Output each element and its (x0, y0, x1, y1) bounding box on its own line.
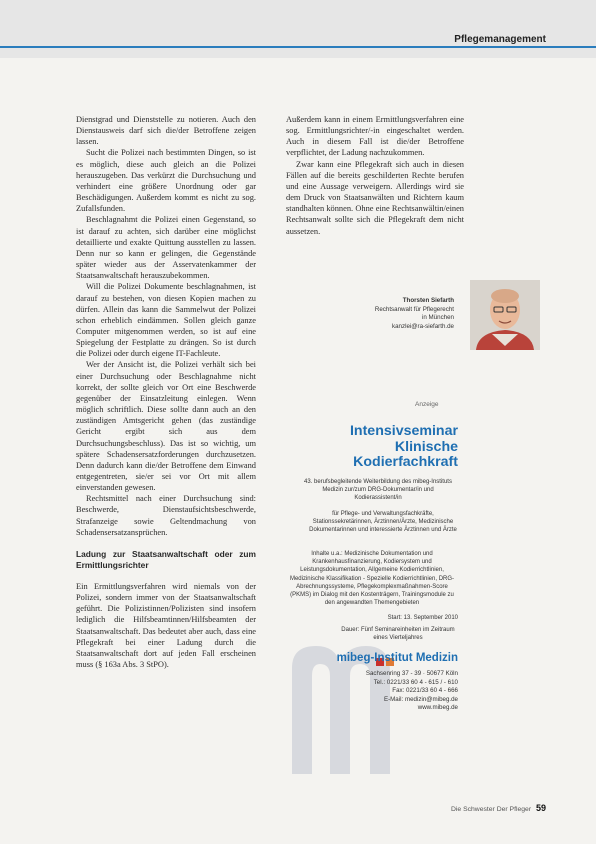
page-number: 59 (535, 803, 546, 813)
ad-website[interactable]: www.mibeg.de (417, 704, 458, 712)
author-info (375, 297, 454, 331)
advertisement (286, 414, 462, 774)
right-paragraph: Außerdem kann in einem Ermittlungsverfahren eine sog. Ermittlungsrichter/-in eingeschaltet werden. Auch in diesem Fall ist die/der Betroffene verpflichtet, der Ladung nachzukommen. (286, 115, 464, 158)
page-header (0, 0, 596, 58)
ad-brand: mibeg-Institut Medizin (336, 652, 458, 664)
author-name: Thorsten Siefarth (402, 297, 454, 304)
left-paragraph: Rechtsmittel nach einer Durchsuchung sind: Beschwerde, Dienstaufsichtsbeschwerde, Strafanzeige sowie Geltendmachung von Schadensersatzansprüchen. (76, 494, 256, 537)
ad-title-line: Intensivseminar (349, 423, 458, 439)
left-paragraph: Will die Polizei Dokumente beschlagnahmen, ist darauf zu bestehen, von diesen Kopien machen zu dürfen. Allein das kann die Sammelwut der Polizei schon erheblich eindämmen. Sollen gleich ganze Computer mitgenommen werden, so ist auf eine Spiegelung der Festplatte zu drängen. So ist durch die Polizei oder durch eigene IT-Fachleute. (76, 282, 256, 359)
ad-duration: Dauer: Fünf Seminareinheiten im Zeitraum eines Vierteljahres (341, 627, 455, 642)
ad-address (366, 670, 458, 713)
left-paragraph: Wer der Ansicht ist, die Polizei verhält sich bei einer Durchsuchung oder Beschlagnahme nicht korrekt, der sollte gleich vor Ort eine Beschwerde gegenüber der Einsatzleitung einlegen. Wenn möglich schriftlich. Diese sollte dann auch an den zuständigen Amtsgericht gehen (das zuständige Gericht ergibt sich aus dem Durchsuchungsbeschluss). Das ist so wichtig, um spätere Schadensersatzforderungen durchzusetzen. Denn dadurch kann die/der Betroffene dem Einwand entgegentreten, sie/er sei vor Ort mit allem einverstanden gewesen. (76, 360, 256, 493)
ad-phone: Tel.: 0221/33 60 4 - 615 / - 610 (373, 678, 458, 686)
footer-text: Die Schwester Der Pfleger (451, 806, 532, 813)
ad-contents: Inhalte u.a.: Medizinische Dokumentation und Krankenhausfinanzierung, Kodiersystem und Leistungsdokumentation, Allgemeine Kodierrichtlinien, Medizinische Klassifikation - Spezielle Kodierrichtlinien, DRG-Abrechnungssysteme, Pflegekomplexmaßnahmen-Score (PKMS) im Dialog mit den Kostenträgern, Trainingsmodule zu den angewandten Themengebieten (289, 551, 455, 607)
ad-title (350, 424, 458, 471)
right-paragraph: Zwar kann eine Pflegekraft sich auch in diesen Fällen auf die bereits geschilderten Rechte berufen und eine Aussage verweigern. Allerdings wird sie dem Druck von Staatsanwälten und Richtern kaum standhalten können. Ohne eine Rechtsanwältin/einen Rechtsanwalt sollte sich die Pflegekraft dem nicht aussetzen. (286, 159, 464, 236)
author-box (300, 280, 540, 352)
author-line: Rechtsanwalt für Pflegerecht (374, 305, 454, 313)
ad-address-line: Sachsenring 37 - 39 · 50677 Köln (365, 670, 458, 677)
ad-start: Start: 13. September 2010 (387, 615, 458, 621)
ad-title-line: Kodierfachkraft (353, 454, 458, 471)
left-paragraph: Ein Ermittlungsverfahren wird niemals von der Polizei, sondern immer von der Staatsanwaltschaft geführt. Die Polizistinnen/Polizisten sind insofern lediglich die Hilfsbeamtinnen/Hilfsbeamten der Staatsanwaltschaft. Das bedeutet aber auch, dass eine Pflegekraft bei einer Ladung durch die Staatsanwaltschaft dort auf jeden Fall erscheinen muss (§ 163a Abs. 3 StPO). (76, 581, 256, 670)
author-email[interactable]: kanzlei@ra-siefarth.de (392, 322, 454, 330)
ad-title-line: Klinische (394, 438, 458, 455)
ad-intro: 43. berufsbegleitende Weiterbildung des mibeg-Instituts Medizin zur/zum DRG-Dokumentar/in und Kodierassistent/in (304, 479, 452, 502)
ad-audience: für Pflege- und Verwaltungsfachkräfte, Stationssekretärinnen, Ärztinnen/Ärzte, Medizinische Dokumentarinnen und interessierte Ärztinnen und Ärzte (309, 511, 457, 534)
left-paragraph: Beschlagnahmt die Polizei einen Gegenstand, so ist darauf zu achten, sich darüber eine möglichst detaillierte und exakte Quittung ausstellen zu lassen. Denn nur so kann er gelingen, die Gegenstände später wieder aus der Asservatenkammer der Staatsanwaltschaft herauszubekommen. (76, 215, 256, 281)
author-line: in München (422, 314, 454, 322)
ad-email[interactable]: E-Mail: medizin@mibeg.de (383, 695, 458, 703)
ad-label: Anzeige (415, 401, 439, 408)
left-paragraph: Sucht die Polizei nach bestimmten Dingen, so ist es möglich, diese auch gleich an die Polizei herauszugeben. Das verkürzt die Durchsuchung und verhindert eine größere Unordnung oder gar Beschädigungen. Außerdem kommt es nicht zu sog. Zufallsfunden. (76, 148, 256, 214)
left-column (76, 114, 256, 670)
page-footer (451, 803, 546, 813)
right-column (286, 114, 464, 237)
header-rule (0, 46, 596, 48)
author-photo (470, 280, 540, 350)
left-paragraph: Dienstgrad und Dienststelle zu notieren. Auch den Dienstausweis darf sich die/der Betroffene zeigen lassen. (76, 115, 256, 147)
ad-fax: Fax: 0221/33 60 4 - 666 (392, 687, 458, 695)
subheading: Ladung zur Staatsanwaltschaft oder zum Ermittlungsrichter (76, 548, 256, 570)
section-label: Pflegemanagement (454, 34, 546, 45)
